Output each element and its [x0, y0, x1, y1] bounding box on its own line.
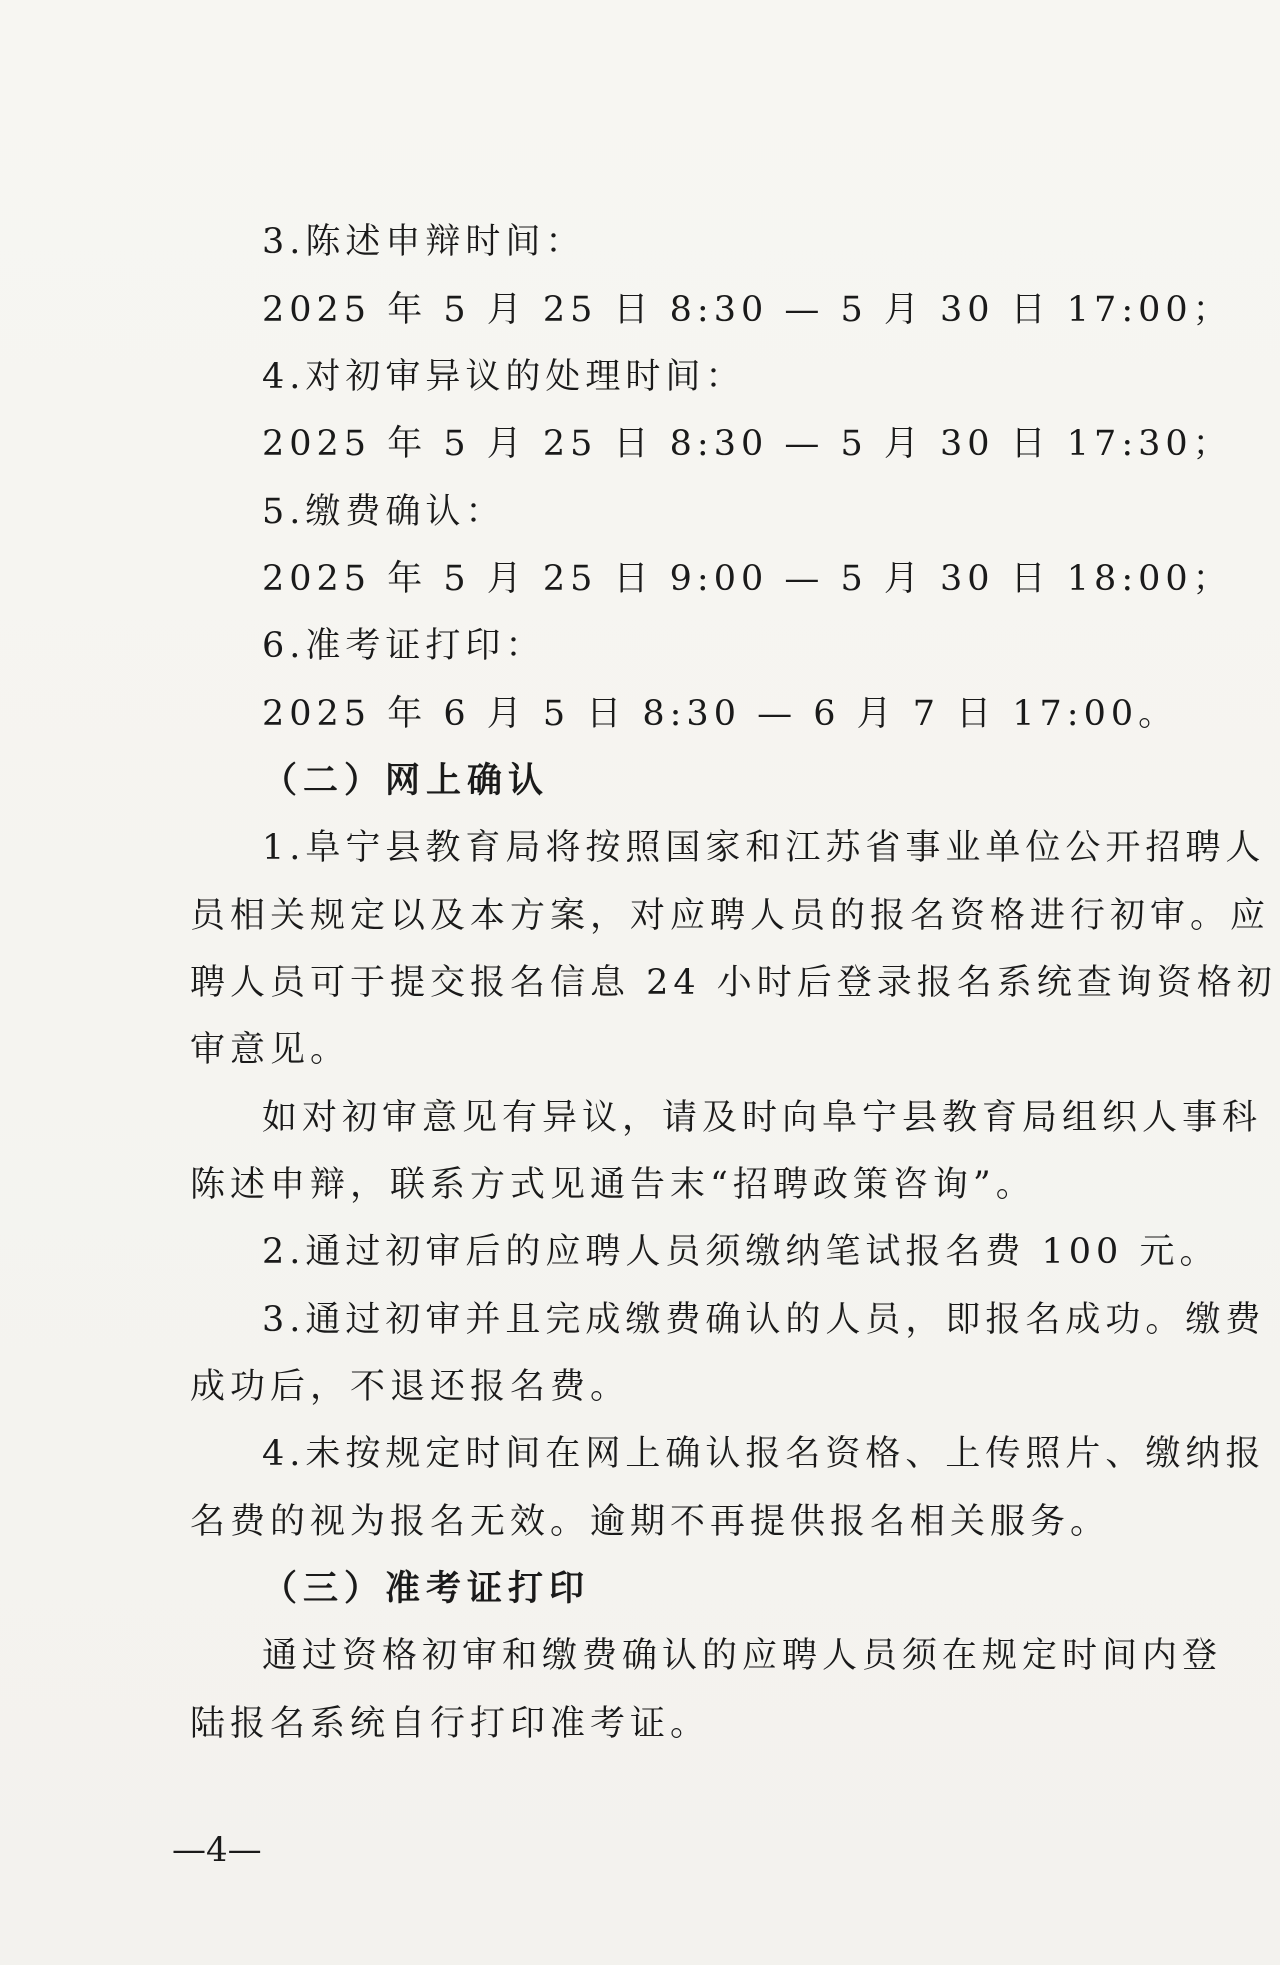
list-item-4-title: 4.对初审异议的处理时间： — [262, 357, 746, 397]
paragraph-line: 审意见。 — [190, 1030, 351, 1070]
paragraph-line: 陆报名系统自行打印准考证。 — [190, 1704, 711, 1744]
paragraph-line: 聘人员可于提交报名信息 24 小时后登录报名系统查询资格初 — [190, 963, 1277, 1003]
list-item-6-title: 6.准考证打印： — [262, 626, 546, 666]
time-range-6: 2025 年 6 月 5 日 8:30 — 6 月 7 日 17:00。 — [262, 694, 1179, 734]
time-range-4: 2025 年 5 月 25 日 8:30 — 5 月 30 日 17:30； — [262, 424, 1233, 464]
paragraph-line: 通过资格初审和缴费确认的应聘人员须在规定时间内登 — [262, 1636, 1223, 1676]
paragraph-line: 陈述申辩，联系方式见通告末“招聘政策咨询”。 — [190, 1165, 1036, 1205]
time-range-3: 2025 年 5 月 25 日 8:30 — 5 月 30 日 17:00； — [262, 290, 1233, 330]
paragraph-line: 3.通过初审并且完成缴费确认的人员，即报名成功。缴费 — [262, 1300, 1266, 1340]
paragraph-line: 如对初审意见有异议，请及时向阜宁县教育局组织人事科 — [262, 1098, 1263, 1138]
paragraph-line: 名费的视为报名无效。逾期不再提供报名相关服务。 — [190, 1502, 1111, 1542]
list-item-3-title: 3.陈述申辩时间： — [262, 222, 586, 262]
paragraph-line: 成功后，不退还报名费。 — [190, 1367, 631, 1407]
list-item-5-title: 5.缴费确认： — [262, 492, 506, 532]
paragraph-line: 员相关规定以及本方案，对应聘人员的报名资格进行初审。应 — [190, 896, 1271, 936]
section-heading-3: （三）准考证打印 — [262, 1569, 591, 1609]
paragraph-line: 1.阜宁县教育局将按照国家和江苏省事业单位公开招聘人 — [262, 828, 1266, 868]
page-number: —4— — [172, 1830, 262, 1870]
time-range-5: 2025 年 5 月 25 日 9:00 — 5 月 30 日 18:00； — [262, 559, 1233, 599]
paragraph-line: 2.通过初审后的应聘人员须缴纳笔试报名费 100 元。 — [262, 1232, 1220, 1272]
section-heading-2: （二）网上确认 — [262, 761, 550, 801]
paragraph-line: 4.未按规定时间在网上确认报名资格、上传照片、缴纳报 — [262, 1434, 1266, 1474]
